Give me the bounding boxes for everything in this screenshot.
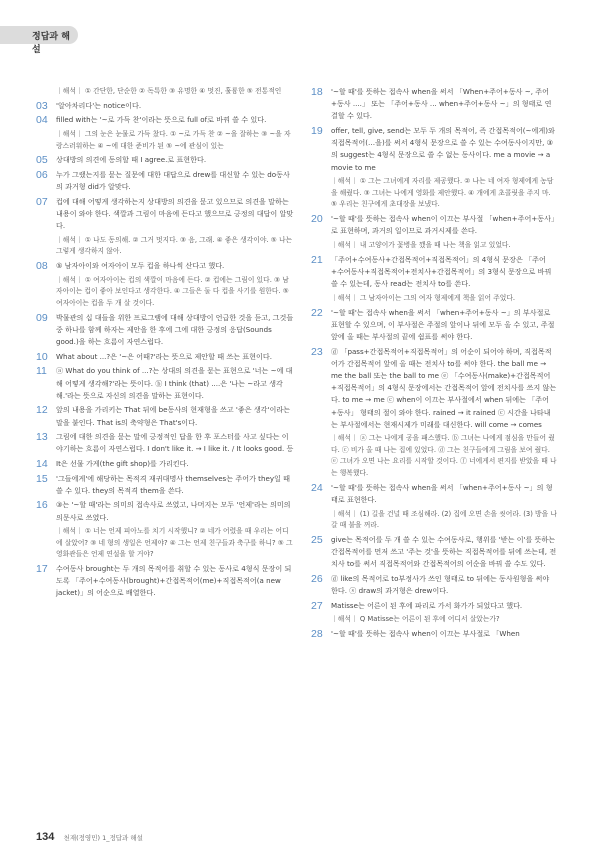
question-number: 28	[311, 628, 323, 641]
answer-item	[311, 482, 557, 506]
explanation-text: give는 목적어를 두 개 쓸 수 있는 수여동사로, 행위를 '받는 이'를 뜻하는 간접목적어를 먼저 쓰고 '주는 것'을 뜻하는 직접목적어를 뒤에 쓰는데, 전치사 to를 써서 직접목적어와 간접목적어의 어순을 바꿔 쓸 수도 있다.	[331, 535, 557, 569]
explanation-text: ⓓ like의 목적어로 to부정사가 쓰인 형태로 to 뒤에는 동사원형을 써야 한다. ⓢ draw의 과거형은 drew이다.	[331, 574, 550, 596]
left-column	[36, 86, 294, 602]
question-number: 05	[36, 154, 48, 167]
explanation-text: '그들에게'에 해당하는 목적격 재귀대명사 themselves는 주어가 they일 때 쓸 수 있다. they의 목적격 them을 쓴다.	[56, 473, 290, 495]
explanation-text: 누가 그랬는지를 묻는 질문에 대한 대답으로 drew를 대신할 수 있는 do동사의 과거형 did가 알맞다.	[56, 170, 290, 192]
explanation-text: 앞의 내용을 가리키는 That 뒤에 be동사의 현재형을 쓰고 '좋은 생각'이라는 말을 붙인다. That is의 축약형은 That's이다.	[56, 405, 291, 427]
answer-item	[311, 628, 557, 640]
explanation-text: 그림에 대한 의견을 묻는 말에 긍정적인 답을 한 후 포스터를 사고 싶다는 이야기하는 흐름이 자연스럽다. I don't like it. → I like it. / It looks good. 등	[56, 432, 294, 454]
question-number: 27	[311, 599, 323, 612]
question-number: 09	[36, 311, 48, 324]
explanation-text: 상대방의 의견에 동의할 때 I agree.로 표현한다.	[56, 155, 207, 165]
question-number: 21	[311, 253, 323, 266]
explanation-text: filled with는 '~로 가득 찬'이라는 뜻으로 full of로 바꿔 쓸 수 있다.	[56, 115, 267, 125]
explanation-text: 컵에 대해 어떻게 생각하는지 상대방의 의견을 묻고 있으므로 의견을 말하는 내용이 와야 한다. 색깔과 그림이 마음에 든다고 했으므로 긍정의 대답이 알맞다.	[56, 196, 294, 231]
answer-item	[36, 431, 294, 455]
question-number: 19	[311, 125, 323, 137]
question-number: 22	[311, 306, 323, 319]
explanation-text: '알아차리다'는 notice이다.	[56, 100, 142, 110]
answer-item	[311, 573, 557, 597]
section-header-label: 정답과 해설	[32, 32, 70, 55]
translation-note: ｜해석｜ ① 간단한, 단순한 ② 독특한 ③ 유명한 ④ 멋진, 훌륭한 ⑤ 전통적인	[56, 87, 282, 95]
question-number: 15	[36, 472, 48, 485]
question-number: 03	[36, 99, 48, 112]
answer-item	[36, 260, 294, 272]
answer-item	[36, 169, 294, 193]
answer-item	[36, 499, 294, 523]
right-column	[311, 86, 557, 643]
answer-item	[36, 365, 294, 402]
answer-item	[311, 125, 557, 174]
question-number: 14	[36, 457, 48, 470]
explanation-text: '~할 때'는 접속사 when을 써서 「when+주어+동사 ~」의 부사절로 표현할 수 있으며, 이 부사절은 주절의 앞이나 뒤에 모두 올 수 있고, 주절 앞에 올 때는 부사절의 끝에 쉼표를 써야 한다.	[331, 307, 555, 342]
answer-item	[36, 196, 294, 233]
question-number: 04	[36, 114, 48, 127]
explanation-text: 수여동사 brought는 두 개의 목적어를 취할 수 있는 동사로 4형식 문장이 되도록 「주어+수여동사(brought)+간접목적어(me)+직접목적어(a new jacket)」의 어순으로 배열한다.	[56, 564, 292, 598]
explanation-text: ⓐ What do you think of ...?는 상대의 의견을 묻는 표현으로 '너는 ~에 대해 어떻게 생각해?'라는 뜻이다. ⓑ I think (that) ....은 '나는 ~라고 생각해.'라는 뜻으로 자신의 의견을 말하는 표현이다.	[56, 366, 293, 400]
translation-note: ｜해석｜ ① 너는 언제 피아노를 치기 시작했니? ② 네가 어렸을 때 우리는 어디에 살았어? ③ 네 형의 생일은 언제야? ④ 그는 언제 친구들과 축구를 하니? ⑤ 그 영화관들은 언제 연설을 할 거야?	[56, 527, 293, 559]
explanation-text: 「주어+수여동사+간접목적어+직접목적어」의 4형식 문장은 「주어+수여동사+직접목적어+전치사+간접목적어」의 3형식 문장으로 바꿔 쓸 수 있는데, 동사 read는 전치사 to를 쓴다.	[331, 254, 552, 289]
explanation-text: ③는 '~할 때'라는 의미의 접속사로 쓰였고, 나머지는 모두 '언제'라는 의미의 의문사로 쓰였다.	[56, 500, 291, 522]
answer-item	[311, 254, 557, 291]
explanation-text: '~할 때'를 뜻하는 접속사 when을 써서 「When+주어+동사 ~, 주어+동사 ....」 또는 「주어+동사 ... when+주어+동사 ~」의 형태로 연결할 수 있다.	[331, 87, 552, 121]
answer-item	[36, 114, 294, 126]
question-number: 20	[311, 213, 323, 226]
explanation-text: ⓓ 「pass+간접목적어+직접목적어」의 어순이 되어야 하며, 직접목적어가 간접목적어 앞에 올 때는 전치사 to를 써야 한다. the ball me → me the ball 또는 the ball to me ⓔ 「수여동사(make)+간접목적어+직접목적어」의 4형식 문장에서는 간접목적어 앞에 전치사를 쓰지 않는다. to me → me ⓒ when이 이끄는 부사절에서 when 뒤에는 「주어+동사」 형태의 절이 와야 한다. rained → it rained ⓒ 시간을 나타내는 부사절에서는 현재시제가 미래를 대신한다. will come → comes	[331, 346, 557, 429]
answer-item	[311, 307, 557, 344]
answer-item	[36, 154, 294, 166]
question-number: 16	[36, 499, 48, 512]
question-number: 17	[36, 563, 48, 575]
question-number: 12	[36, 404, 48, 417]
answer-item	[311, 213, 557, 237]
question-number: 06	[36, 169, 48, 182]
answer-item	[36, 458, 294, 470]
question-number: 25	[311, 534, 323, 547]
explanation-text: 박물관의 십 대들을 위한 프로그램에 대해 상대방이 언급한 것을 듣고, 그것들 중 하나를 함께 하자는 제안을 한 후에 그에 대한 긍정의 응답(Sounds good.)을 하는 흐름이 자연스럽다.	[56, 312, 294, 347]
translation-note: ｜해석｜ 그 남자아이는 그의 여자 형제에게 책을 읽어 주었다.	[331, 293, 516, 302]
question-number: 24	[311, 481, 323, 494]
translation-note: ｜해석｜ 내 고양이가 꽃병을 깼을 때 나는 책을 읽고 있었다.	[331, 240, 511, 249]
translation-note: ｜해석｜ ① 그는 그녀에게 자리를 제공했다. ② 나는 네 여자 형제에게 농담을 해줬다. ③ 그녀는 나에게 영화를 제안했다. ④ 개에게 초콜릿을 주지 마. ⑤ 우리는 친구에게 초대장을 보냈다.	[331, 177, 554, 209]
translation-note: ｜해석｜ ① 여자아이는 컵의 색깔이 마음에 든다. ② 컵에는 그림이 있다. ③ 남자아이는 컵이 좋아 보인다고 생각한다. ④ 그들은 둘 다 컵을 사기를 원한다. ⑤ 여자아이는 컵을 두 개 살 것이다.	[56, 275, 289, 307]
answer-item	[311, 86, 557, 123]
explanation-text: '~할 때'를 뜻하는 접속사 when을 써서 「when+주어+동사 ~」의 형태로 표현한다.	[331, 482, 553, 505]
explanation-text: ⑤ 남자아이와 여자아이 모두 컵을 하나씩 산다고 했다.	[56, 261, 225, 271]
question-number: 13	[36, 431, 48, 444]
translation-note: ｜해석｜ (1) 길을 건널 때 조심해라. (2) 집에 오면 손을 씻어라. (3) 방을 나갈 때 불을 꺼라.	[331, 509, 557, 530]
explanation-text: Matisse는 어른이 된 후에 파리로 가서 화가가 되었다고 했다.	[331, 600, 523, 610]
section-header-tab	[0, 26, 78, 55]
translation-note: ｜해석｜ ① 나도 동의해. ② 그거 멋지다. ③ 음, 그래. ④ 좋은 생각이야. ⑤ 나는 그렇게 생각하지 않아.	[56, 235, 293, 256]
explanation-text: '~할 때'를 뜻하는 접속사 when이 이끄는 부사절 「when+주어+동사」로 표현하며, 과거의 일이므로 과거시제를 쓴다.	[331, 214, 555, 236]
explanation-text: It은 선물 가게(the gift shop)를 가리킨다.	[56, 458, 189, 468]
page-footer	[36, 831, 143, 843]
explanation-text: What about ...?은 '~은 어때?'라는 뜻으로 제안할 때 쓰는 표현이다.	[56, 351, 272, 361]
answer-item	[311, 600, 557, 612]
page-number: 134	[36, 831, 55, 843]
question-number: 08	[36, 260, 48, 273]
question-number: 18	[311, 86, 323, 98]
question-number: 11	[36, 365, 47, 378]
question-number: 26	[311, 573, 323, 586]
explanation-text: '~할 때'를 뜻하는 접속사 when이 이끄는 부사절로 「When	[331, 629, 520, 639]
question-number: 23	[311, 345, 323, 358]
answer-item	[36, 312, 294, 349]
answer-item	[36, 351, 294, 363]
answer-item	[36, 563, 294, 600]
question-number: 10	[36, 350, 48, 363]
answer-item	[311, 534, 557, 571]
translation-note: ｜해석｜ Q Matisse는 어른이 된 후에 어디서 살았는가?	[331, 615, 500, 624]
answer-item	[36, 404, 294, 428]
answer-item	[36, 100, 294, 112]
translation-note: ｜해석｜ 그의 눈은 눈물로 가득 찼다. ① ~로 가득 찬 ② ~을 잘하는 ③ ~을 자랑스러워하는 ④ ~에 대한 준비가 된 ⑤ ~에 관심이 있는	[56, 130, 291, 150]
answer-item	[311, 346, 557, 431]
answer-item	[36, 473, 294, 497]
question-number: 07	[36, 195, 48, 208]
explanation-text: offer, tell, give, send는 모두 두 개의 목적어, 즉 간접목적어(~에게)와 직접목적어(…을)를 써서 4형식 문장으로 쓸 수 있는 수여동사이지만, ③의 suggest는 4형식 문장으로 쓸 수 없는 동사이다. me a movie → a movie to me	[331, 126, 555, 172]
book-title: 천재(정영민) 1_정답과 해설	[63, 834, 143, 842]
translation-note: ｜해석｜ ⓐ 그는 나에게 공을 패스했다. ⓑ 그녀는 나에게 점심을 만들어 줬다. ⓒ 비가 올 때 나는 집에 있었다. ⓓ 그는 친구들에게 그림을 보여 줬다. ⓔ 그녀가 오면 나는 요리를 시작할 것이다. ⓕ 너에게서 편지를 받았을 때 나는 행복했다.	[331, 434, 557, 477]
